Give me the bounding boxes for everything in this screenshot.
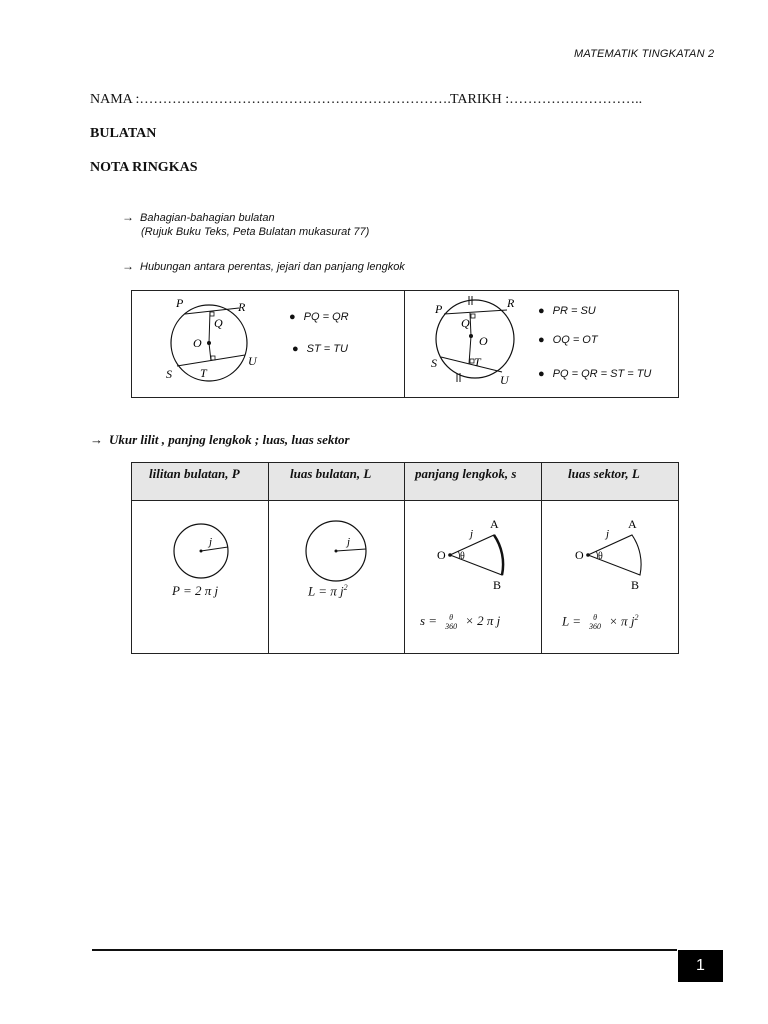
label-p: P — [176, 296, 184, 310]
label-center-o: O — [437, 548, 446, 562]
page-title: BULATAN — [90, 126, 157, 141]
table-col-divider — [541, 463, 542, 653]
equation-st-tu: ● ST = TU — [292, 343, 348, 355]
table-col-divider — [404, 463, 405, 653]
bullet-text: Hubungan antara perentas, jejari dan panjang lengkok — [140, 261, 405, 273]
label-point-a: A — [628, 517, 637, 531]
circle-diagram-area — [297, 511, 377, 587]
label-u: U — [248, 354, 257, 368]
label-radius: j — [347, 536, 351, 548]
formula-sector-area: L = θ 360 × π $j^2$ — [562, 613, 639, 632]
label-o: O — [479, 334, 488, 348]
label-r: R — [238, 300, 246, 314]
table-col-divider — [268, 463, 269, 653]
header-sector-area: luas sektor, L — [568, 466, 640, 481]
label-angle: θ — [598, 551, 603, 562]
label-s: S — [431, 356, 437, 370]
label-o: O — [193, 336, 202, 350]
label-p: P — [435, 302, 443, 316]
arrow-right-icon: → — [122, 210, 134, 224]
label-angle: θ — [460, 551, 465, 562]
bullet-relation — [122, 259, 405, 273]
relations-box-divider — [404, 291, 405, 397]
label-t: T — [200, 366, 207, 380]
label-radius: j — [470, 528, 474, 540]
formula-table — [131, 462, 679, 654]
label-point-b: B — [631, 578, 640, 592]
label-r: R — [507, 296, 515, 310]
circle-diagram-chords-left — [157, 293, 287, 393]
label-t: T — [474, 355, 481, 369]
arrow-right-icon: → — [122, 259, 134, 273]
label-point-b: B — [493, 578, 502, 592]
equation-pr-su: ● PR = SU — [538, 305, 596, 317]
equation-oq-ot: ● OQ = OT — [538, 334, 598, 346]
sector-diagram-area — [560, 511, 660, 593]
equation-pq-qr: ● PQ = QR — [289, 311, 349, 323]
formula-circumference: P = 2 π j — [172, 583, 219, 598]
date-field-label: TARIKH :……………………….. — [450, 92, 643, 107]
section-heading-notes: NOTA RINGKAS — [90, 160, 198, 175]
sector-diagram-arc-length — [422, 511, 522, 593]
label-s: S — [166, 367, 172, 381]
page-header-subject: MATEMATIK TINGKATAN 2 — [574, 48, 715, 60]
footer-rule — [92, 949, 677, 951]
formula-circle-area: L = π $j^2$ — [308, 583, 348, 599]
label-radius: j — [209, 536, 213, 548]
page-number: 1 — [678, 950, 723, 982]
label-center-o: O — [575, 548, 584, 562]
equation-pq-qr-st-tu: ● PQ = QR = ST = TU — [538, 368, 652, 380]
label-q: Q — [214, 316, 223, 330]
section-heading-formulas: → Ukur lilit , panjng lengkok ; luas, luas sektor — [90, 432, 350, 447]
arrow-right-icon: → — [90, 432, 103, 447]
header-circumference: lilitan bulatan, P — [149, 466, 240, 481]
header-circle-area: luas bulatan, L — [290, 466, 372, 481]
label-u: U — [500, 373, 509, 387]
label-radius: j — [606, 528, 610, 540]
circle-diagram-circumference — [162, 511, 242, 587]
label-point-a: A — [490, 517, 499, 531]
bullet-text: Bahagian-bahagian bulatan — [140, 212, 275, 224]
header-arc-length: panjang lengkok, s — [415, 466, 517, 481]
bullet-reference: (Rujuk Buku Teks, Peta Bulatan mukasurat 77) — [141, 226, 370, 238]
label-q: Q — [461, 316, 470, 330]
formula-arc-length: s = θ 360 × 2 π j — [420, 613, 501, 632]
name-field-label: NAMA :…………………………………………………………. — [90, 92, 451, 107]
bullet-parts-of-circle — [122, 210, 275, 224]
relations-box — [131, 290, 679, 398]
